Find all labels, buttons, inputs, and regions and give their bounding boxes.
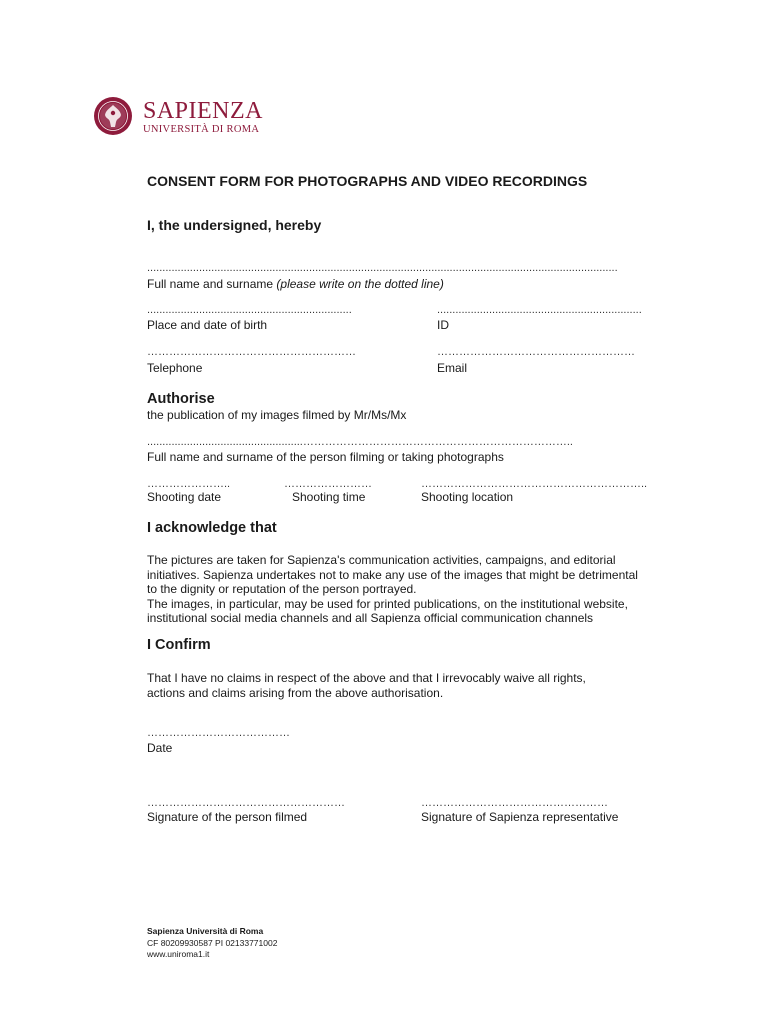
shooting-location-label: Shooting location — [421, 490, 514, 504]
full-name-line[interactable]: .......................................................................................................................................................... — [147, 262, 618, 274]
confirm-paragraph — [147, 671, 586, 700]
document-title: CONSENT FORM FOR PHOTOGRAPHS AND VIDEO RECORDINGS — [147, 173, 588, 189]
email-line[interactable]: ……………………………………………… — [437, 346, 635, 358]
intro-heading: I, the undersigned, hereby — [147, 217, 322, 233]
acknowledge-line: initiatives. Sapienza undertakes not to make any use of the images that might be detrimental — [147, 567, 638, 582]
birth-line[interactable]: ................................................................... — [147, 304, 352, 316]
brand-name: SAPIENZA — [143, 98, 264, 124]
sapienza-seal-icon — [93, 96, 133, 136]
shooting-time-label: Shooting time — [292, 490, 366, 504]
full-name-hint: (please write on the dotted line) — [276, 277, 444, 291]
shooting-location-line[interactable]: …………………………………………………….. — [421, 478, 648, 490]
shooting-time-line[interactable]: …………………… — [284, 478, 372, 490]
signature-person-label: Signature of the person filmed — [147, 810, 308, 824]
confirm-line: actions and claims arising from the above authorisation. — [147, 685, 444, 700]
confirm-heading: I Confirm — [147, 637, 211, 653]
telephone-line[interactable]: ………………………………………………… — [147, 346, 356, 358]
brand-subtitle: UNIVERSITÀ DI ROMA — [143, 124, 260, 135]
authorise-heading: Authorise — [147, 391, 215, 407]
date-line[interactable]: ………………………………… — [147, 727, 290, 739]
footer-codes: CF 80209930587 PI 02133771002 — [147, 937, 278, 948]
filmer-label: Full name and surname of the person filming or taking photographs — [147, 450, 504, 464]
footer-org: Sapienza Università di Roma — [147, 926, 264, 936]
authorise-text: the publication of my images filmed by Mr/Ms/Mx — [147, 408, 407, 422]
signature-representative-label: Signature of Sapienza representative — [421, 810, 619, 824]
acknowledge-line: institutional social media channels and all Sapienza official communication channels — [147, 611, 594, 625]
date-label: Date — [147, 741, 173, 755]
sapienza-logo — [93, 96, 264, 142]
full-name-label-text: Full name and surname — [147, 277, 277, 291]
acknowledge-line: The pictures are taken for Sapienza's communication activities, campaigns, and editorial — [147, 553, 616, 567]
id-line[interactable]: ................................................................... — [437, 304, 642, 316]
footer — [147, 926, 277, 961]
shooting-date-label: Shooting date — [147, 490, 222, 504]
acknowledge-line: to the dignity or reputation of the person portrayed. — [147, 582, 417, 596]
shooting-date-line[interactable]: ………………….. — [147, 478, 231, 490]
birth-label: Place and date of birth — [147, 318, 268, 332]
signature-representative-line[interactable]: …………………………………………… — [421, 797, 608, 809]
email-label: Email — [437, 361, 468, 375]
full-name-label — [147, 277, 444, 291]
filmer-line[interactable]: ...................................................……………………………………………………………….. — [147, 436, 573, 448]
acknowledge-line: The images, in particular, may be used for printed publications, on the institutional website, — [147, 596, 628, 611]
acknowledge-heading: I acknowledge that — [147, 520, 277, 536]
acknowledge-paragraph — [147, 553, 638, 626]
id-label: ID — [437, 318, 449, 332]
footer-website[interactable]: www.uniroma1.it — [147, 949, 210, 959]
telephone-label: Telephone — [147, 361, 203, 375]
signature-person-line[interactable]: ……………………………………………… — [147, 797, 345, 809]
confirm-line: That I have no claims in respect of the above and that I irrevocably waive all rights, — [147, 671, 586, 685]
